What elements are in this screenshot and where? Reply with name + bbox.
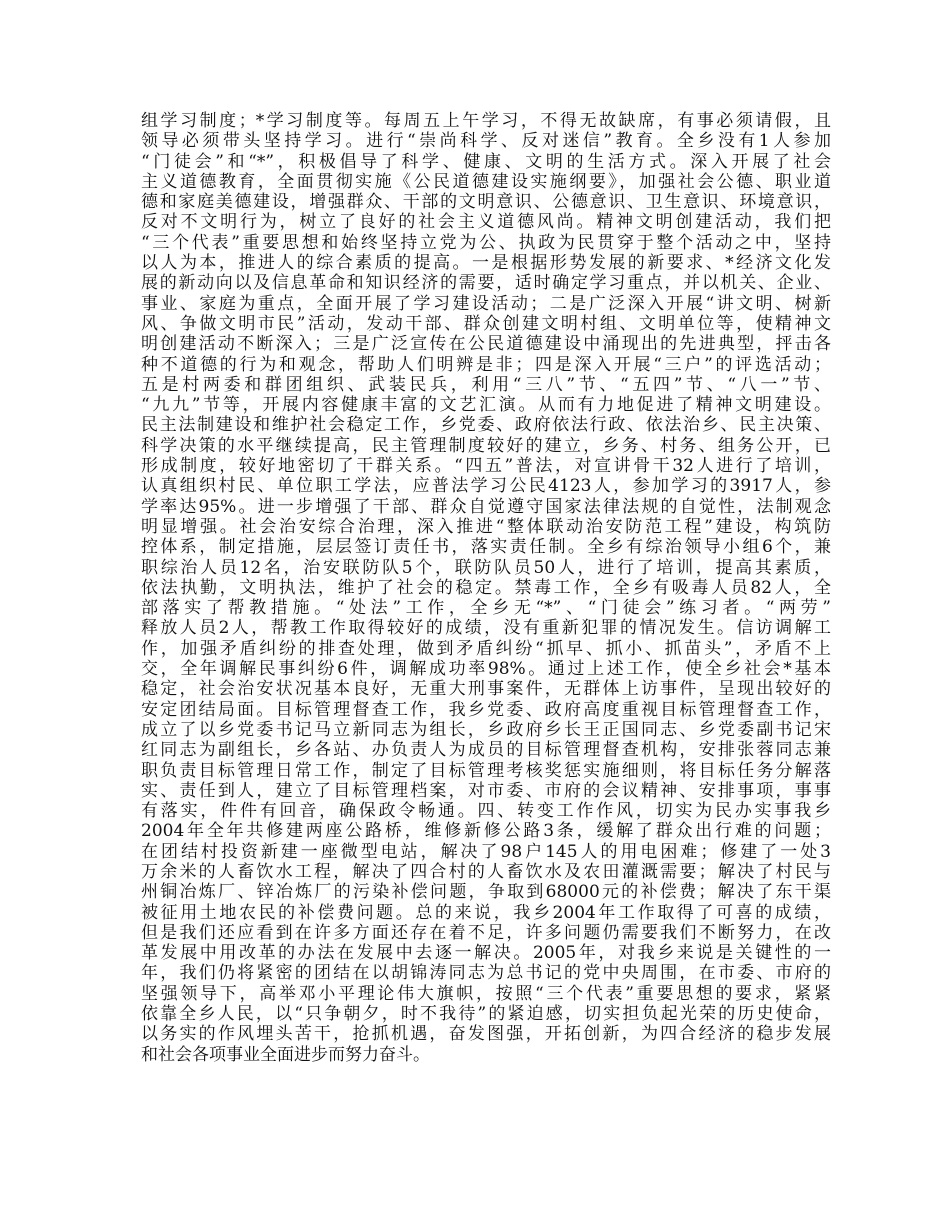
text-line: 和社会各项事业全面进步而努力奋斗。 <box>141 1044 430 1065</box>
text-line: 实、责任到人，建立了目标管理档案，对市委、市府的会议精神、安排事项，事事 <box>141 780 831 801</box>
text-line: 释放人员2人，帮教工作取得较好的成绩，没有重新犯罪的情况发生。信访调解工 <box>141 618 831 639</box>
text-line: 领导必须带头坚持学习。进行“崇尚科学、反对迷信”教育。全乡没有1人参加 <box>141 131 831 152</box>
text-line: 职负责目标管理日常工作，制定了目标管理考核奖惩实施细则，将目标任务分解落 <box>141 760 831 781</box>
text-line: 事业、家庭为重点，全面开展了学习建设活动；二是广泛深入开展“讲文明、树新 <box>141 293 831 314</box>
text-line: 红同志为副组长，乡各站、办负责人为成员的目标管理督查机构，安排张蓉同志兼 <box>141 740 831 761</box>
text-line: 有落实，件件有回音，确保政令畅通。四、转变工作作风，切实为民办实事我乡 <box>141 801 831 822</box>
document-body <box>141 111 831 1065</box>
text-line: 被征用土地农民的补偿费问题。总的来说，我乡2004年工作取得了可喜的成绩， <box>141 902 831 923</box>
text-line: 德和家庭美德建设，增强群众、干部的文明意识、公德意识、卫生意识、环境意识， <box>141 192 831 213</box>
text-line: 但是我们还应看到在许多方面还存在着不足，许多问题仍需要我们不断努力，在改 <box>141 922 831 943</box>
text-line: 以务实的作风埋头苦干，抢抓机遇，奋发图强，开拓创新，为四合经济的稳步发展 <box>141 1024 831 1045</box>
text-line: “九九”节等，开展内容健康丰富的文艺汇演。从而有力地促进了精神文明建设。 <box>141 395 831 416</box>
text-line: 形成制度，较好地密切了干群关系。“四五”普法，对宣讲骨干32人进行了培训， <box>141 456 831 477</box>
text-line: 州铜冶炼厂、锌冶炼厂的污染补偿问题，争取到68000元的补偿费；解决了东干渠 <box>141 882 831 903</box>
text-line: 万余米的人畜饮水工程，解决了四合村的人畜饮水及农田灌溉需要；解决了村民与 <box>141 861 831 882</box>
text-line: 风、争做文明市民”活动，发动干部、群众创建文明村组、文明单位等，使精神文 <box>141 313 831 334</box>
text-line: 控体系，制定措施，层层签订责任书，落实责任制。全乡有综治领导小组6个，兼 <box>141 537 831 558</box>
text-line: 革发展中用改革的办法在发展中去逐一解决。2005年，对我乡来说是关键性的一 <box>141 943 831 964</box>
text-line: 五是村两委和群团组织、武装民兵，利用“三八”节、“五四”节、“八一”节、 <box>141 374 831 395</box>
text-line: 稳定，社会治安状况基本良好，无重大刑事案件，无群体上访事件，呈现出较好的 <box>141 679 831 700</box>
text-line: 依靠全乡人民，以“只争朝夕，时不我待”的紧迫感，切实担负起光荣的历史使命， <box>141 1004 831 1025</box>
text-line: 展的新动向以及信息革命和知识经济的需要，适时确定学习重点，并以机关、企业、 <box>141 273 831 294</box>
text-line: 科学决策的水平继续提高，民主管理制度较好的建立，乡务、村务、组务公开，已 <box>141 435 831 456</box>
text-line: 部落实了帮教措施。“处法”工作，全乡无“*”、“门徒会”练习者。“两劳” <box>141 598 831 619</box>
text-line: 认真组织村民、单位职工学法，应普法学习公民4123人，参加学习的3917人，参 <box>141 476 831 497</box>
text-line: 年，我们仍将紧密的团结在以胡锦涛同志为总书记的党中央周围，在市委、市府的 <box>141 963 831 984</box>
text-line: 交，全年调解民事纠纷6件，调解成功率98%。通过上述工作，使全乡社会*基本 <box>141 659 831 680</box>
text-line: 以人为本，推进人的综合素质的提高。一是根据形势发展的新要求、*经济文化发 <box>141 253 831 274</box>
text-line: 依法执勤，文明执法，维护了社会的稳定。禁毒工作，全乡有吸毒人员82人，全 <box>141 577 831 598</box>
text-line: 民主法制建设和维护社会稳定工作，乡党委、政府依法行政、依法治乡、民主决策、 <box>141 415 831 436</box>
text-line: 作，加强矛盾纠纷的排查处理，做到矛盾纠纷“抓早、抓小、抓苗头”，矛盾不上 <box>141 638 831 659</box>
text-line: 2004年全年共修建两座公路桥，维修新修公路3条，缓解了群众出行难的问题； <box>141 821 831 842</box>
text-line: “三个代表”重要思想和始终坚持立党为公、执政为民贯穿于整个活动之中，坚持 <box>141 232 831 253</box>
text-line: 组学习制度；*学习制度等。每周五上午学习，不得无故缺席，有事必须请假，且 <box>141 111 831 131</box>
text-line: 坚强领导下，高举邓小平理论伟大旗帜，按照“三个代表”重要思想的要求，紧紧 <box>141 983 831 1004</box>
text-line: “门徒会”和“*”，积极倡导了科学、健康、文明的生活方式。深入开展了社会 <box>141 151 831 172</box>
text-line: 种不道德的行为和观念，帮助人们明辨是非；四是深入开展“三户”的评选活动； <box>141 354 831 375</box>
text-line: 在团结村投资新建一座微型电站，解决了98户145人的用电困难；修建了一处3 <box>141 841 831 862</box>
text-line: 明显增强。社会治安综合治理，深入推进“整体联动治安防范工程”建设，构筑防 <box>141 516 831 537</box>
text-line: 安定团结局面。目标管理督查工作，我乡党委、政府高度重视目标管理督查工作， <box>141 699 831 720</box>
text-line: 学率达95%。进一步增强了干部、群众自觉遵守国家法律法规的自觉性，法制观念 <box>141 496 831 517</box>
text-line: 职综治人员12名，治安联防队5个，联防队员50人，进行了培训，提高其素质， <box>141 557 831 578</box>
text-line: 反对不文明行为，树立了良好的社会主义道德风尚。精神文明创建活动，我们把 <box>141 212 831 233</box>
text-line: 成立了以乡党委书记马立新同志为组长，乡政府乡长王正国同志、乡党委副书记宋 <box>141 719 831 740</box>
text-line: 主义道德教育，全面贯彻实施《公民道德建设实施纲要》，加强社会公德、职业道 <box>141 171 831 192</box>
text-line: 明创建活动不断深入；三是广泛宣传在公民道德建设中涌现出的先进典型，抨击各 <box>141 334 831 355</box>
